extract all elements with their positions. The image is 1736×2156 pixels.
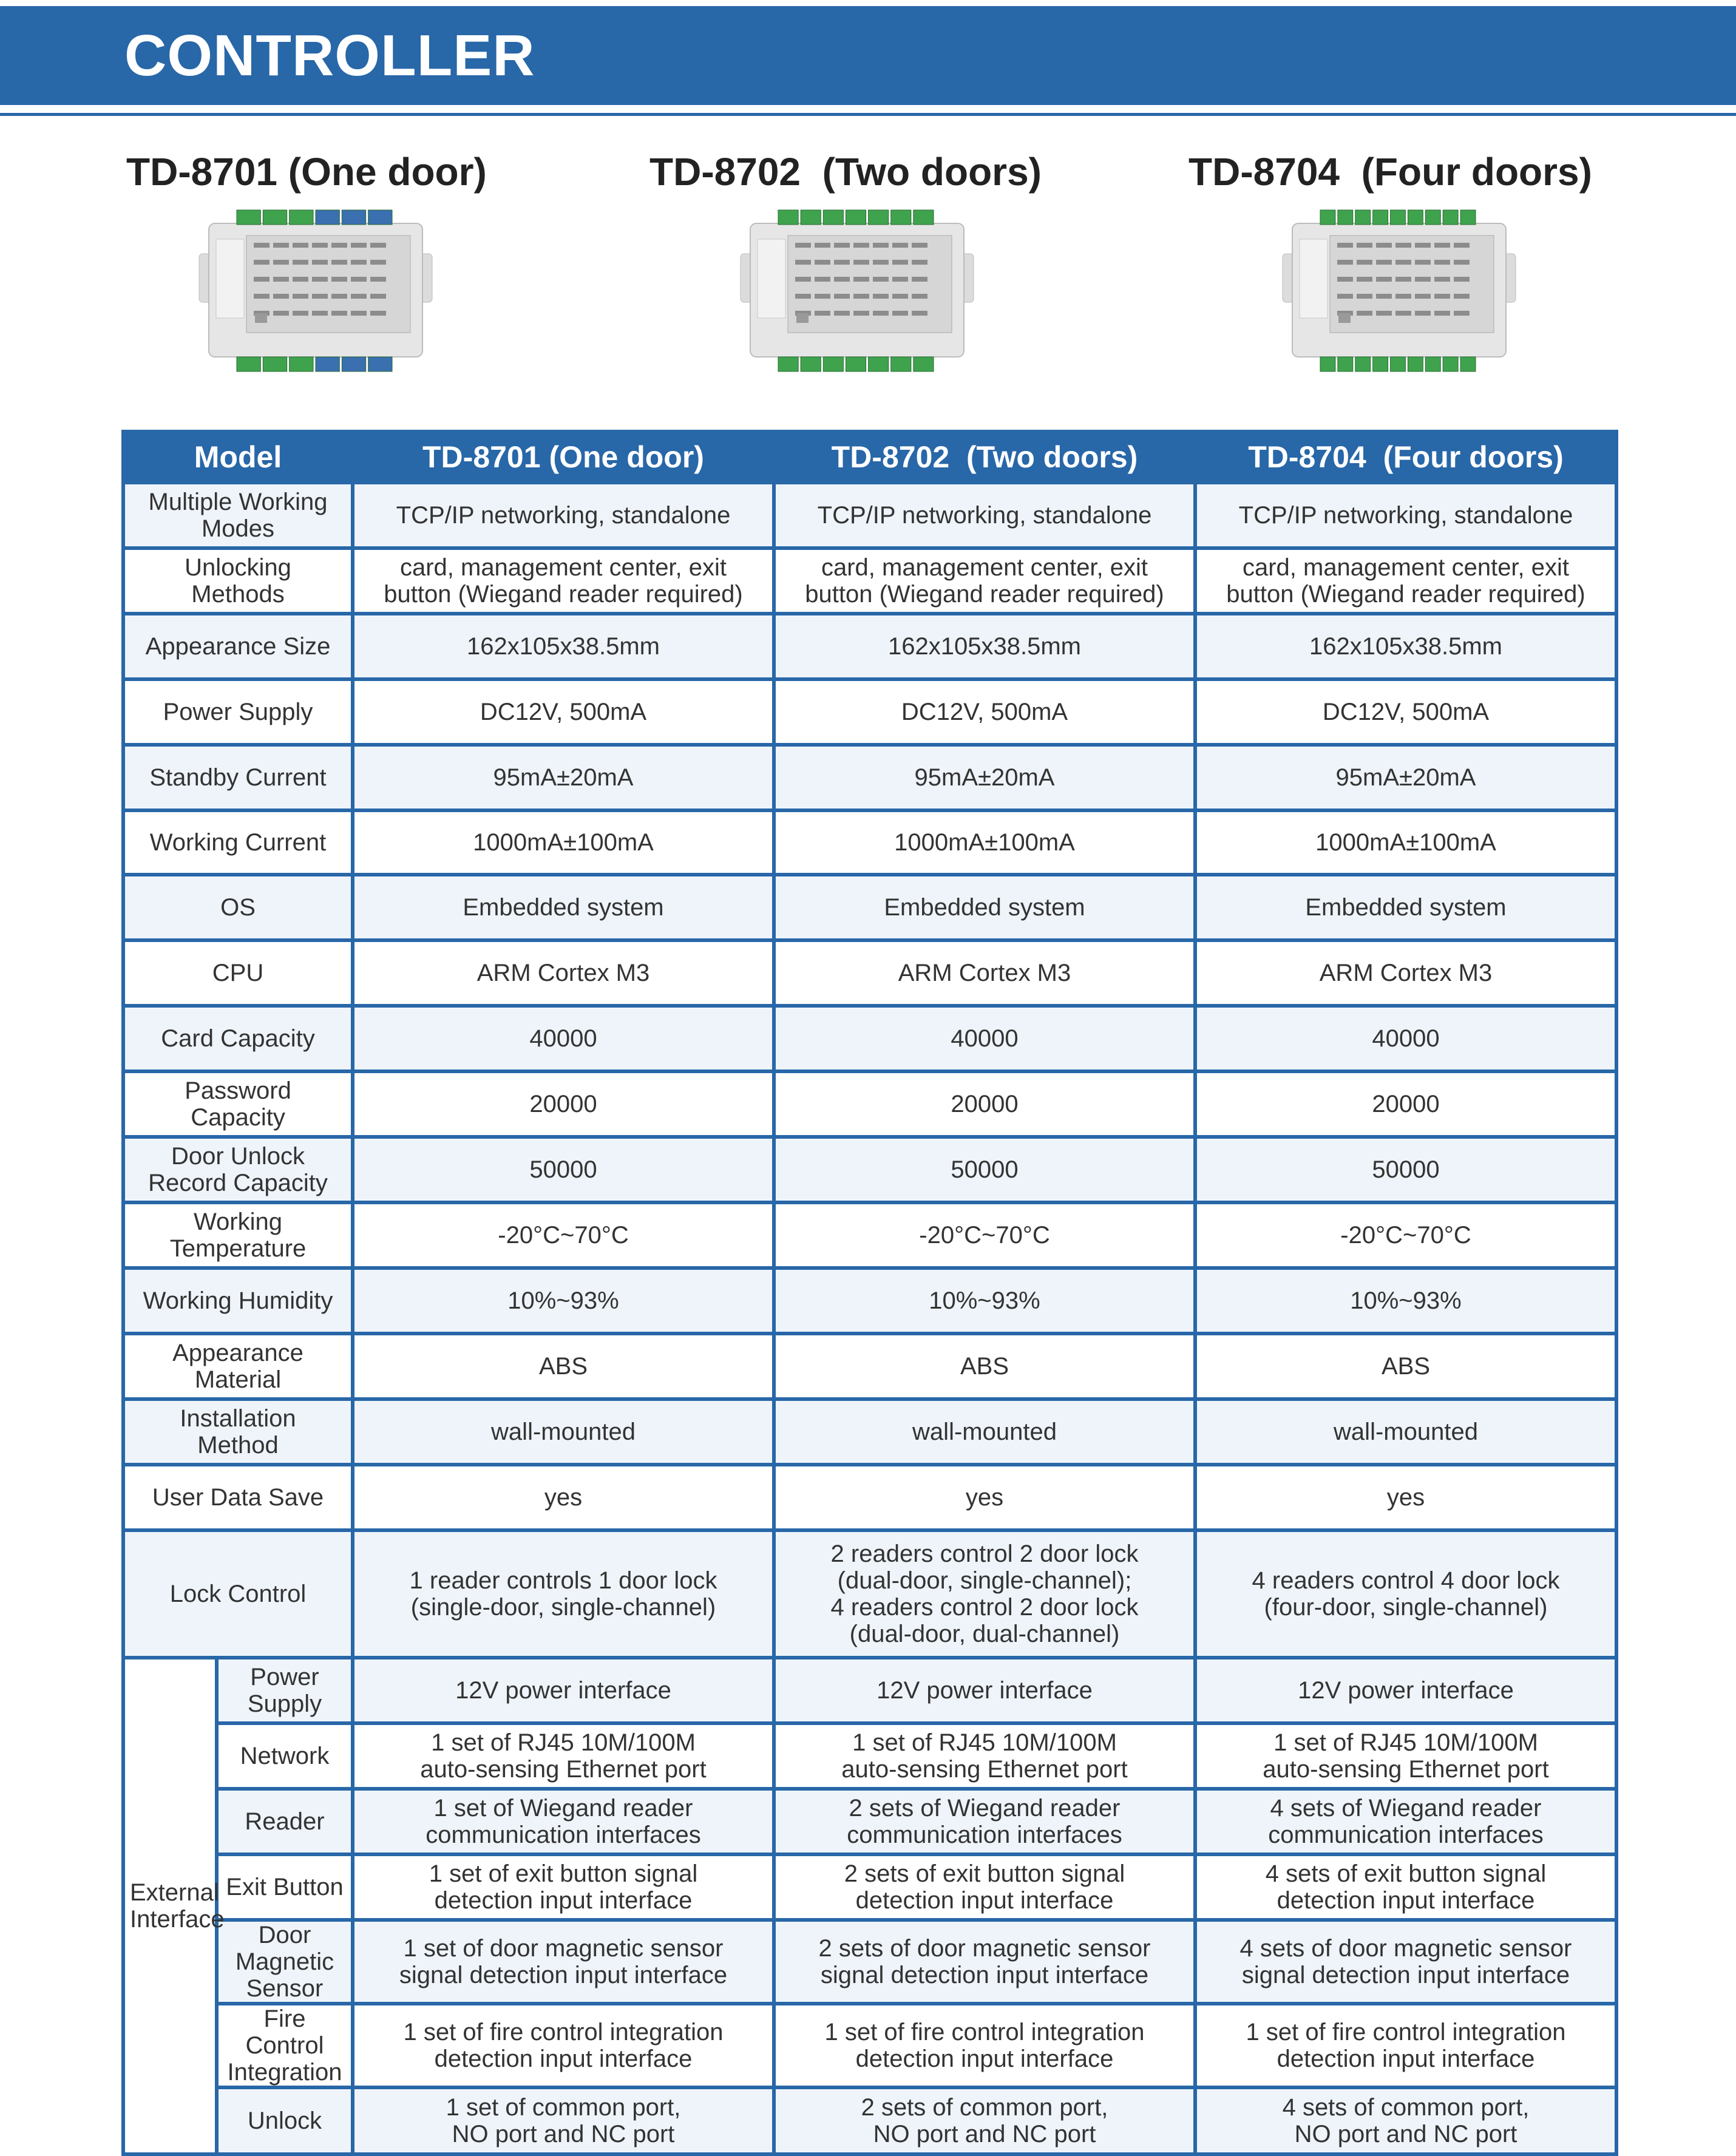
terminal-block (316, 357, 339, 371)
panel-label (853, 294, 869, 299)
table-row (123, 1789, 1616, 1854)
terminal-block (914, 210, 934, 225)
panel-label (351, 277, 367, 282)
panel-label (1454, 277, 1470, 282)
terminal-block (823, 357, 843, 371)
panel-label (1357, 311, 1372, 316)
table-row (123, 1854, 1616, 1920)
page-title: CONTROLLER (124, 23, 535, 88)
row-value: 162x105x38.5mm (353, 614, 774, 679)
panel-label (312, 243, 328, 248)
row-label: Working Current (123, 810, 353, 875)
row-value: TCP/IP networking, standalone (774, 483, 1195, 548)
panel-label (370, 294, 386, 299)
row-label: Working Humidity (123, 1268, 353, 1334)
rj45-port (1338, 313, 1351, 323)
terminal-block (342, 357, 365, 371)
controller-device-icon (194, 206, 437, 376)
terminal-block (1460, 210, 1476, 225)
product-heading-td8702: TD-8702 (Two doors) (649, 150, 1042, 194)
panel-label (351, 260, 367, 265)
row-value: 1 set of fire control integration detection input interface (1195, 2004, 1616, 2087)
row-value: 162x105x38.5mm (774, 614, 1195, 679)
terminal-block (1320, 210, 1335, 225)
row-value: 20000 (353, 1071, 774, 1137)
terminal-block (368, 210, 392, 225)
row-value: 12V power interface (774, 1658, 1195, 1723)
row-value: 1 set of RJ45 10M/100M auto-sensing Ethernet port (353, 1723, 774, 1789)
panel-label (293, 260, 308, 265)
panel-label (1357, 243, 1372, 248)
terminal-block (1443, 357, 1458, 371)
row-value: TCP/IP networking, standalone (1195, 483, 1616, 548)
panel-label (1415, 294, 1431, 299)
terminal-block (891, 210, 911, 225)
table-row (123, 745, 1616, 810)
row-value: DC12V, 500mA (774, 679, 1195, 745)
rj45-port (255, 313, 267, 323)
terminal-block (1443, 210, 1458, 225)
row-value: 20000 (1195, 1071, 1616, 1137)
row-value: 1000mA±100mA (353, 810, 774, 875)
side-cover (1300, 239, 1327, 318)
row-label: Door Unlock Record Capacity (123, 1137, 353, 1202)
panel-label (351, 311, 367, 316)
panel-label (1357, 294, 1372, 299)
row-value: 10%~93% (774, 1268, 1195, 1334)
row-value: Embedded system (774, 875, 1195, 940)
table-row (123, 1658, 1616, 1723)
row-value: 12V power interface (353, 1658, 774, 1723)
row-value: 162x105x38.5mm (1195, 614, 1616, 679)
row-value: card, management center, exit button (Wiegand reader required) (1195, 548, 1616, 614)
panel-label (273, 277, 289, 282)
spec-table (121, 430, 1618, 2156)
product-heading-td8701: TD-8701 (One door) (126, 150, 487, 194)
panel-label (331, 277, 347, 282)
terminal-block (290, 210, 313, 225)
table-row (123, 614, 1616, 679)
terminal-block (1408, 210, 1423, 225)
column-header: TD-8702 (Two doors) (774, 432, 1195, 483)
row-value: wall-mounted (353, 1399, 774, 1465)
panel-label (312, 277, 328, 282)
table-header-row (123, 432, 1616, 483)
row-value: 50000 (353, 1137, 774, 1202)
terminal-block (1408, 357, 1423, 371)
panel-label (331, 311, 347, 316)
row-value: ARM Cortex M3 (1195, 940, 1616, 1006)
controller-device-icon (736, 206, 978, 376)
terminal-block (368, 357, 392, 371)
row-value: 4 readers control 4 door lock (four-door, single-channel) (1195, 1530, 1616, 1658)
panel-label (370, 243, 386, 248)
side-cover (216, 239, 244, 318)
terminal-block (290, 357, 313, 371)
terminal-block (1320, 357, 1335, 371)
row-value: 4 sets of exit button signal detection input interface (1195, 1854, 1616, 1920)
table-row (123, 875, 1616, 940)
panel-label (273, 294, 289, 299)
sub-row-label: Power Supply (217, 1658, 353, 1723)
row-value: 1000mA±100mA (774, 810, 1195, 875)
panel-label (1454, 294, 1470, 299)
terminal-block (801, 357, 821, 371)
panel-label (853, 243, 869, 248)
panel-label (1454, 243, 1470, 248)
panel-label (312, 311, 328, 316)
sub-row-label: Door Magnetic Sensor (217, 1920, 353, 2004)
row-value: 40000 (774, 1006, 1195, 1071)
row-value: 40000 (353, 1006, 774, 1071)
panel-label (1434, 260, 1450, 265)
row-label: Appearance Size (123, 614, 353, 679)
device-image-td8704 (1278, 206, 1521, 379)
terminal-block (237, 357, 260, 371)
row-value: 1 set of common port, NO port and NC port (353, 2087, 774, 2154)
panel-label (1376, 277, 1392, 282)
row-value: 1 set of Wiegand reader communication interfaces (353, 1789, 774, 1854)
panel-label (370, 277, 386, 282)
panel-label (1337, 243, 1353, 248)
panel-label (834, 294, 850, 299)
table-row (123, 548, 1616, 614)
panel-label (1376, 260, 1392, 265)
row-value: 1000mA±100mA (1195, 810, 1616, 875)
column-header: Model (123, 432, 353, 483)
panel-label (254, 260, 270, 265)
panel-label (912, 260, 927, 265)
panel-label (1434, 243, 1450, 248)
panel-label (873, 294, 889, 299)
panel-label (853, 311, 869, 316)
panel-label (312, 294, 328, 299)
panel-label (1415, 260, 1431, 265)
sub-row-label: Fire Control Integration (217, 2004, 353, 2087)
panel-label (273, 260, 289, 265)
row-value: yes (774, 1465, 1195, 1530)
row-value: 1 set of fire control integration detection input interface (774, 2004, 1195, 2087)
panel-label (351, 294, 367, 299)
controller-device-icon (1278, 206, 1521, 376)
terminal-block (1373, 210, 1388, 225)
terminal-block (237, 210, 260, 225)
table-row (123, 483, 1616, 548)
column-header: TD-8704 (Four doors) (1195, 432, 1616, 483)
panel-label (273, 243, 289, 248)
row-value: Embedded system (1195, 875, 1616, 940)
terminal-block (1425, 357, 1440, 371)
row-value: 2 sets of Wiegand reader communication interfaces (774, 1789, 1195, 1854)
row-value: 4 sets of common port, NO port and NC port (1195, 2087, 1616, 2154)
terminal-block (823, 210, 843, 225)
panel-label (873, 311, 889, 316)
table-row (123, 1268, 1616, 1334)
device-image-td8702 (736, 206, 978, 379)
table-row (123, 679, 1616, 745)
panel-label (1395, 294, 1411, 299)
panel-label (1376, 294, 1392, 299)
panel-label (795, 277, 811, 282)
row-value: 1 set of exit button signal detection input interface (353, 1854, 774, 1920)
panel-label (912, 294, 927, 299)
table-row (123, 1465, 1616, 1530)
terminal-block (1460, 357, 1476, 371)
panel-label (853, 260, 869, 265)
terminal-block (778, 210, 798, 225)
product-heading-td8704: TD-8704 (Four doors) (1188, 150, 1592, 194)
terminal-block (263, 357, 287, 371)
row-value: ABS (1195, 1334, 1616, 1399)
row-value: wall-mounted (774, 1399, 1195, 1465)
row-label: Power Supply (123, 679, 353, 745)
panel-label (293, 294, 308, 299)
row-value: 1 set of door magnetic sensor signal detection input interface (353, 1920, 774, 2004)
panel-label (834, 260, 850, 265)
row-value: ARM Cortex M3 (353, 940, 774, 1006)
panel-label (331, 260, 347, 265)
terminal-block (1391, 210, 1406, 225)
panel-label (1415, 243, 1431, 248)
panel-label (795, 243, 811, 248)
terminal-block (891, 357, 911, 371)
terminal-block (914, 357, 934, 371)
panel-label (873, 243, 889, 248)
table-row (123, 940, 1616, 1006)
panel-label (1454, 260, 1470, 265)
table-row (123, 1202, 1616, 1268)
terminal-block (869, 210, 889, 225)
terminal-block (1338, 210, 1353, 225)
panel-label (1376, 243, 1392, 248)
panel-label (1415, 311, 1431, 316)
panel-label (815, 260, 830, 265)
row-label: Lock Control (123, 1530, 353, 1658)
table-row (123, 1920, 1616, 2004)
table-row (123, 810, 1616, 875)
row-value: 2 sets of common port, NO port and NC port (774, 2087, 1195, 2154)
row-value: 1 set of RJ45 10M/100M auto-sensing Ethernet port (774, 1723, 1195, 1789)
panel-label (834, 311, 850, 316)
terminal-block (846, 210, 866, 225)
panel-label (351, 243, 367, 248)
row-label: Multiple Working Modes (123, 483, 353, 548)
panel-label (834, 277, 850, 282)
row-label: Standby Current (123, 745, 353, 810)
terminal-block (1355, 357, 1371, 371)
row-value: yes (1195, 1465, 1616, 1530)
row-label: CPU (123, 940, 353, 1006)
panel-label (1376, 311, 1392, 316)
panel-label (1357, 277, 1372, 282)
row-value: 2 sets of door magnetic sensor signal detection input interface (774, 1920, 1195, 2004)
group-label-external-interface: External Interface (123, 1658, 217, 2154)
header-divider (0, 113, 1736, 116)
row-value: DC12V, 500mA (1195, 679, 1616, 745)
panel-label (873, 277, 889, 282)
panel-label (254, 277, 270, 282)
panel-label (892, 294, 908, 299)
panel-label (815, 277, 830, 282)
row-label: Unlocking Methods (123, 548, 353, 614)
row-label: Working Temperature (123, 1202, 353, 1268)
table-row (123, 1071, 1616, 1137)
row-value: 10%~93% (353, 1268, 774, 1334)
table-row (123, 1334, 1616, 1399)
panel-label (273, 311, 289, 316)
sub-row-label: Reader (217, 1789, 353, 1854)
row-value: 1 reader controls 1 door lock (single-door, single-channel) (353, 1530, 774, 1658)
panel-label (312, 260, 328, 265)
panel-label (795, 260, 811, 265)
row-value: 2 readers control 2 door lock (dual-door, single-channel); 4 readers control 2 door lock (dual-door, dual-channel) (774, 1530, 1195, 1658)
row-value: TCP/IP networking, standalone (353, 483, 774, 548)
rj45-port (796, 313, 809, 323)
panel-label (912, 243, 927, 248)
row-label: Password Capacity (123, 1071, 353, 1137)
panel-label (370, 260, 386, 265)
terminal-block (1425, 210, 1440, 225)
panel-label (815, 294, 830, 299)
row-value: -20°C~70°C (353, 1202, 774, 1268)
front-panel (788, 236, 952, 333)
row-label: Card Capacity (123, 1006, 353, 1071)
panel-label (1454, 311, 1470, 316)
panel-label (1415, 277, 1431, 282)
row-value: 50000 (1195, 1137, 1616, 1202)
terminal-block (1391, 357, 1406, 371)
row-value: Embedded system (353, 875, 774, 940)
panel-label (1434, 294, 1450, 299)
table-row (123, 1723, 1616, 1789)
row-label: OS (123, 875, 353, 940)
table-row (123, 1006, 1616, 1071)
front-panel (1330, 236, 1494, 333)
sub-row-label: Unlock (217, 2087, 353, 2154)
row-value: 1 set of fire control integration detection input interface (353, 2004, 774, 2087)
row-value: card, management center, exit button (Wiegand reader required) (353, 548, 774, 614)
panel-label (815, 243, 830, 248)
terminal-block (1338, 357, 1353, 371)
panel-label (795, 294, 811, 299)
panel-label (873, 260, 889, 265)
row-value: ARM Cortex M3 (774, 940, 1195, 1006)
row-value: 12V power interface (1195, 1658, 1616, 1723)
table-row (123, 1399, 1616, 1465)
panel-label (331, 243, 347, 248)
terminal-block (846, 357, 866, 371)
table-row (123, 2004, 1616, 2087)
row-value: 40000 (1195, 1006, 1616, 1071)
row-value: DC12V, 500mA (353, 679, 774, 745)
sub-row-label: Network (217, 1723, 353, 1789)
side-cover (758, 239, 785, 318)
row-value: 95mA±20mA (1195, 745, 1616, 810)
panel-label (892, 243, 908, 248)
panel-label (815, 311, 830, 316)
row-value: 4 sets of door magnetic sensor signal detection input interface (1195, 1920, 1616, 2004)
panel-label (892, 260, 908, 265)
panel-label (892, 277, 908, 282)
row-value: yes (353, 1465, 774, 1530)
device-image-td8701 (194, 206, 437, 379)
row-value: 1 set of RJ45 10M/100M auto-sensing Ethernet port (1195, 1723, 1616, 1789)
panel-label (293, 277, 308, 282)
terminal-block (801, 210, 821, 225)
panel-label (912, 277, 927, 282)
row-value: card, management center, exit button (Wiegand reader required) (774, 548, 1195, 614)
panel-label (331, 294, 347, 299)
table-row (123, 1137, 1616, 1202)
terminal-block (316, 210, 339, 225)
panel-label (912, 311, 927, 316)
sub-row-label: Exit Button (217, 1854, 353, 1920)
row-value: ABS (774, 1334, 1195, 1399)
panel-label (1337, 294, 1353, 299)
panel-label (1395, 260, 1411, 265)
panel-label (853, 277, 869, 282)
panel-label (1337, 260, 1353, 265)
row-value: -20°C~70°C (774, 1202, 1195, 1268)
panel-label (834, 243, 850, 248)
row-label: User Data Save (123, 1465, 353, 1530)
row-value: 2 sets of exit button signal detection input interface (774, 1854, 1195, 1920)
terminal-block (1373, 357, 1388, 371)
row-value: 50000 (774, 1137, 1195, 1202)
panel-label (293, 243, 308, 248)
table-row (123, 1530, 1616, 1658)
panel-label (254, 294, 270, 299)
column-header: TD-8701 (One door) (353, 432, 774, 483)
row-value: 4 sets of Wiegand reader communication interfaces (1195, 1789, 1616, 1854)
row-label: Appearance Material (123, 1334, 353, 1399)
panel-label (1395, 311, 1411, 316)
terminal-block (778, 357, 798, 371)
row-value: wall-mounted (1195, 1399, 1616, 1465)
row-value: ABS (353, 1334, 774, 1399)
row-value: -20°C~70°C (1195, 1202, 1616, 1268)
row-value: 20000 (774, 1071, 1195, 1137)
panel-label (1395, 277, 1411, 282)
panel-label (1434, 311, 1450, 316)
front-panel (246, 236, 410, 333)
panel-label (370, 311, 386, 316)
row-value: 95mA±20mA (774, 745, 1195, 810)
row-label: Installation Method (123, 1399, 353, 1465)
panel-label (1357, 260, 1372, 265)
terminal-block (342, 210, 365, 225)
terminal-block (1355, 210, 1371, 225)
panel-label (892, 311, 908, 316)
terminal-block (869, 357, 889, 371)
panel-label (293, 311, 308, 316)
row-value: 10%~93% (1195, 1268, 1616, 1334)
row-value: 95mA±20mA (353, 745, 774, 810)
panel-label (254, 243, 270, 248)
panel-label (1337, 277, 1353, 282)
table-row (123, 2087, 1616, 2154)
panel-label (1395, 243, 1411, 248)
panel-label (1434, 277, 1450, 282)
terminal-block (263, 210, 287, 225)
